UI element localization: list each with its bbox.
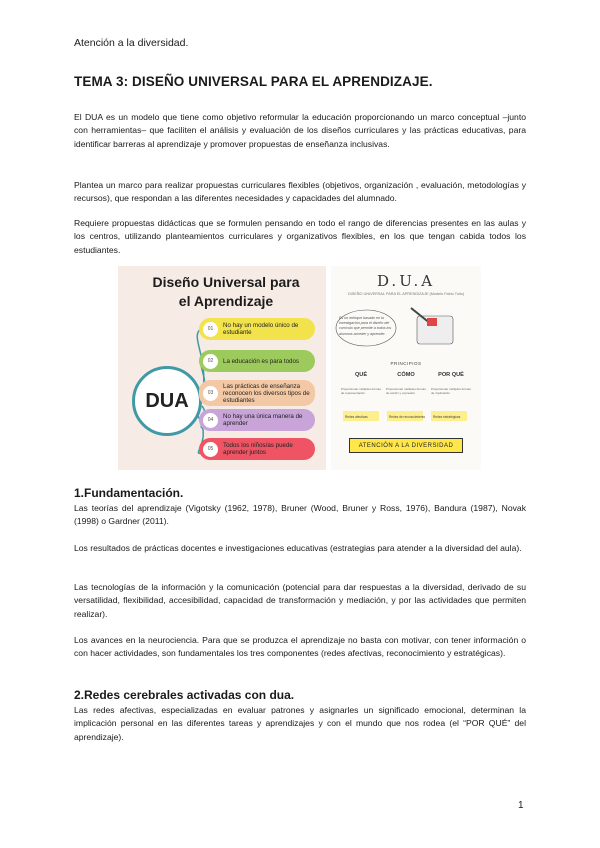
principle-pill-1 [199, 318, 315, 340]
principle-number: 02 [203, 354, 218, 369]
principle-pill-5 [199, 438, 315, 460]
sketch-banner: ATENCIÓN A LA DIVERSIDAD [349, 438, 463, 453]
sketch-box-2: Redes de reconocimiento [389, 415, 426, 419]
dua-infographic [118, 266, 326, 470]
sketch-column-text-1: Proporcionar múltiples formas de representación [341, 387, 381, 396]
sketch-column-head-2: CÓMO [397, 372, 415, 378]
running-header: Atención a la diversidad. [74, 37, 189, 49]
principle-number: 03 [203, 386, 218, 401]
sketch-box-3: Redes estratégicas [433, 415, 461, 419]
sketch-title: D.U.A [376, 272, 436, 290]
sketch-column-head-1: QUÉ [354, 372, 368, 378]
fundamentacion-paragraph-2: Los resultados de prácticas docentes e investigaciones educativas (estrategias para atender a la diversidad del aula). [74, 543, 522, 553]
intro-paragraph-1: El DUA es un modelo que tiene como objetivo reformular la educación proporcionando un marco conceptual –junto con herramientas– que faciliten el análisis y evaluación de los diseños curriculares y las prácticas educativas, para identificar barreras al aprendizaje y promover propuestas de enseñanza inclusivas. [74, 112, 526, 149]
principle-text: No hay una única manera de aprender [223, 413, 303, 427]
principle-text: Todos los niños/as puede aprender juntos [223, 442, 293, 456]
principle-pill-2 [199, 350, 315, 372]
sketch-column-head-3: POR QUÉ [438, 372, 464, 378]
fundamentacion-paragraph-4: Los avances en la neurociencia. Para que se produzca el aprendizaje no basta con motivar, con tener información o con hacer actividades, son fundamentales los tres componentes (redes afectivas, reconocimiento y estratégicas). [74, 635, 526, 659]
principle-pill-4 [199, 409, 315, 431]
dua-figure [118, 266, 481, 470]
principle-text: No hay un modelo único de estudiante [223, 322, 299, 336]
fundamentacion-paragraph-3: Las tecnologías de la información y la comunicación (potencial para dar respuestas a la diversidad, derivado de su versatilidad, flexibilidad, accesibilidad, capacidad de transformación y mediación, y por las actividades que permiten realizar). [74, 582, 526, 619]
section-heading-redes: 2.Redes cerebrales activadas con dua. [74, 688, 295, 702]
principle-pill-3 [199, 380, 315, 406]
sketch-note: Es un enfoque basado en la investigación para el diseño del currículo que permite a todos los alumnos acceder y aprender. [339, 316, 392, 336]
principle-number: 04 [203, 413, 218, 428]
intro-paragraph-3: Requiere propuestas didácticas que se formulen pensando en todo el rango de diferencias presentes en las aulas y los centros, utilizando planteamientos curriculares y organizativos flexibles, en los que tengan cabida todos los estudiantes. [74, 218, 526, 255]
page-title: TEMA 3: DISEÑO UNIVERSAL PARA EL APRENDIZAJE. [74, 74, 433, 89]
dua-sketchnote [331, 266, 481, 470]
sketch-column-text-2: Proporcionar múltiples formas de acción y expresión [386, 387, 426, 396]
sketch-subtitle: DISEÑO UNIVERSAL PARA EL APRENDIZAJE (Modelo Fabio Tulio) [347, 292, 465, 296]
sketch-column-text-3: Proporcionar múltiples formas de implicación [431, 387, 471, 396]
dua-center-circle: DUA [132, 366, 202, 436]
redes-paragraph-1: Las redes afectivas, especializadas en evaluar patrones y asignarles un significado emocional, determinan la implicación personal en las diferentes tareas y aprendizajes y con el mundo que nos rodea (el “POR QUÉ” del aprendizaje). [74, 705, 526, 742]
sketch-principles-label: PRINCIPIOS [390, 361, 422, 366]
page-number: 1 [518, 800, 524, 811]
principle-text: La educación es para todos [223, 357, 300, 365]
sketch-box-1: Redes afectivas [345, 415, 368, 419]
fundamentacion-paragraph-1: Las teorías del aprendizaje (Vigotsky (1962, 1978), Bruner (Wood, Bruner y Ross, 1976), Bandura (1987), Novak (1998) o Gardner (2011). [74, 503, 526, 527]
intro-paragraph-2: Plantea un marco para realizar propuestas curriculares flexibles (objetivos, organización , evaluación, metodologías y recursos), que respondan a las diferentes necesidades y capacidades del alumnado. [74, 180, 526, 204]
principle-text: Las prácticas de enseñanza reconocen los diversos tipos de estudiantes [223, 382, 310, 404]
principle-number: 05 [203, 442, 218, 457]
infographic-title: Diseño Universal para el Aprendizaje [152, 274, 300, 309]
section-heading-fundamentacion: 1.Fundamentación. [74, 486, 184, 500]
principle-number: 01 [203, 322, 218, 337]
